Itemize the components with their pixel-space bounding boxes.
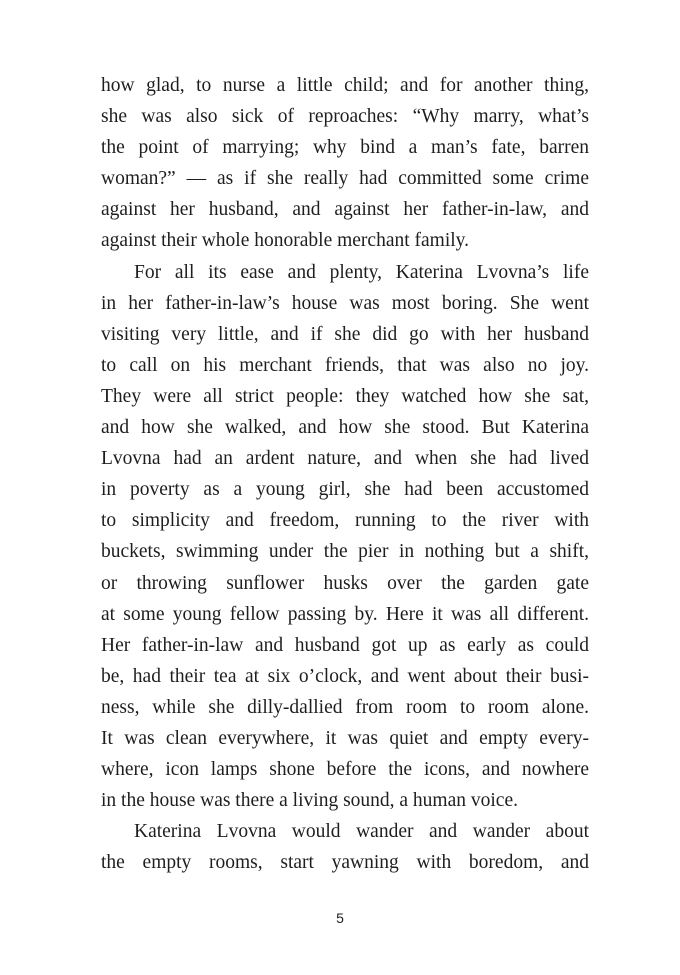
text-line: visiting very little, and if she did go with her husband <box>101 323 589 345</box>
text-line-paragraph-start: Katerina Lvovna would wander and wander about <box>134 821 589 843</box>
text-line-paragraph-end: in the house was there a living sound, a human voice. <box>101 790 518 812</box>
text-line: ness, while she dilly-dallied from room to room alone. <box>101 696 589 718</box>
text-line: Lvovna had an ardent nature, and when she had lived <box>101 448 589 470</box>
text-line: to call on his merchant friends, that was also no joy. <box>101 354 589 376</box>
text-line: at some young fellow passing by. Here it was all different. <box>101 603 589 625</box>
text-line: against her husband, and against her father-in-law, and <box>101 199 589 221</box>
text-line: in poverty as a young girl, she had been accustomed <box>101 479 589 501</box>
text-line: They were all strict people: they watched how she sat, <box>101 385 589 407</box>
text-line-paragraph-end: against their whole honorable merchant family. <box>101 230 470 252</box>
text-line: how glad, to nurse a little child; and for another thing, <box>101 75 589 96</box>
text-line: and how she walked, and how she stood. But Katerina <box>101 417 589 439</box>
text-line: the point of marrying; why bind a man’s fate, barren <box>101 137 589 159</box>
page-number: 5 <box>336 910 344 926</box>
text-line: be, had their tea at six o’clock, and went about their busi- <box>101 665 589 687</box>
text-line: in her father-in-law’s house was most boring. She went <box>101 292 589 314</box>
text-line: to simplicity and freedom, running to the river with <box>101 510 589 532</box>
text-line-paragraph-start: For all its ease and plenty, Katerina Lvovna’s life <box>134 261 589 283</box>
text-line: the empty rooms, start yawning with boredom, and <box>101 852 589 874</box>
body-text <box>101 70 589 878</box>
text-line: buckets, swimming under the pier in nothing but a shift, <box>101 541 589 563</box>
text-line: It was clean everywhere, it was quiet and empty every- <box>101 727 589 749</box>
text-line: where, icon lamps shone before the icons, and nowhere <box>101 759 589 781</box>
text-line: woman?” — as if she really had committed some crime <box>101 168 589 190</box>
text-line: or throwing sunflower husks over the garden gate <box>101 572 589 594</box>
text-line: Her father-in-law and husband got up as early as could <box>101 634 589 656</box>
text-line: she was also sick of reproaches: “Why marry, what’s <box>101 106 589 128</box>
